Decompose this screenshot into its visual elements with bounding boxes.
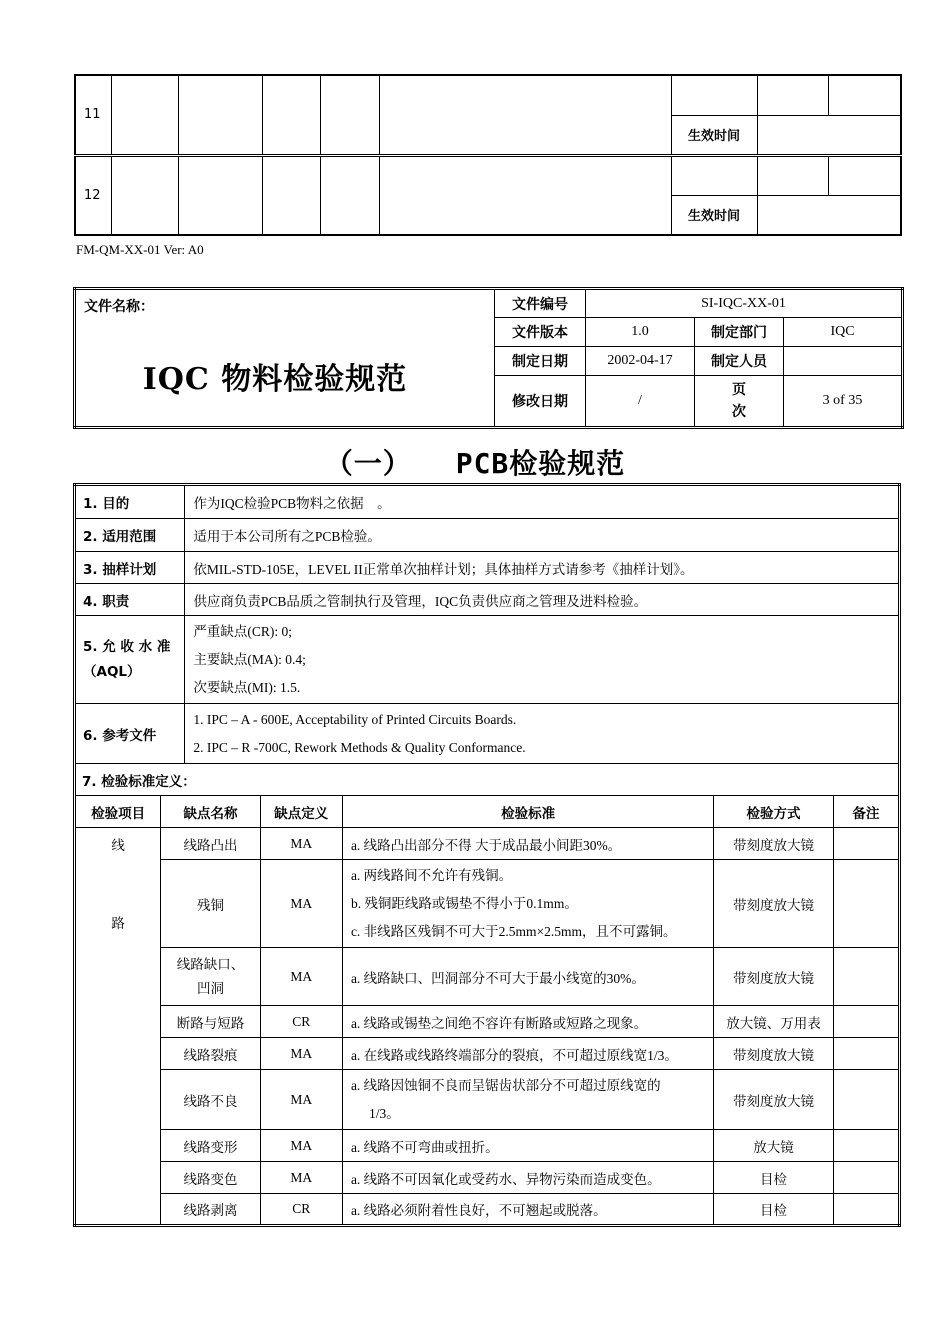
file-name-label: 文件名称： — [84, 299, 154, 315]
row-number: 11 — [75, 75, 111, 155]
table-row: 线路剥离 CR a. 线路必须附着性良好，不可翘起或脱落。 目检 — [75, 1194, 900, 1226]
inspection-spec-table — [73, 483, 901, 1227]
revise-value: / — [586, 376, 695, 428]
table-row: 线路裂痕 MA a. 在线路或线路终端部分的裂痕，不可超过原线宽1/3。 带刻度放大镜 — [75, 1038, 900, 1070]
duty-label: 4. 职责 — [75, 584, 185, 616]
doc-no-label: 文件编号 — [495, 289, 586, 318]
table-row: 线路变形 MA a. 线路不可弯曲或扭折。 放大镜 — [75, 1130, 900, 1162]
date-value: 2002-04-17 — [586, 347, 695, 376]
col-level: 缺点定义 — [260, 796, 342, 828]
table-row — [75, 704, 900, 764]
author-value — [784, 347, 903, 376]
table-row: 断路与短路 CR a. 线路或锡垫之间绝不容许有断路或短路之现象。 放大镜、万用表 — [75, 1006, 900, 1038]
sampling-value: 依MIL-STD-105E，LEVEL II正常单次抽样计划；具体抽样方式请参考《抽样计划》。 — [185, 552, 900, 584]
scope-value: 适用于本公司所有之PCB检验。 — [185, 519, 900, 552]
page-title: IQC 物料检验规范 — [142, 362, 408, 397]
doc-no-value: SI-IQC-XX-01 — [586, 289, 903, 318]
aql-label: 5. 允 收 水 准 （AQL） — [75, 616, 185, 704]
table-row: 线路不良 MA a. 线路因蚀铜不良而呈锯齿状部分不可超过原线宽的 1/3。 带刻度放大镜 — [75, 1070, 900, 1130]
page-value: 3 of 35 — [784, 376, 903, 428]
table-row — [75, 519, 900, 552]
table-row: 线路缺口、 凹洞 MA a. 线路缺口、凹洞部分不可大于最小线宽的30%。 带刻度放大镜 — [75, 948, 900, 1006]
section-title — [0, 442, 950, 482]
file-name-cell — [75, 289, 495, 428]
sampling-label: 3. 抽样计划 — [75, 552, 185, 584]
table-row — [75, 616, 900, 704]
table-row — [75, 764, 900, 796]
col-defect: 缺点名称 — [161, 796, 260, 828]
table-row: 线路变色 MA a. 线路不可因氧化或受药水、异物污染而造成变色。 目检 — [75, 1162, 900, 1194]
col-remark: 备注 — [833, 796, 899, 828]
dept-label: 制定部门 — [695, 318, 784, 347]
version-label: 文件版本 — [495, 318, 586, 347]
effective-time-label: 生效时间 — [671, 115, 757, 155]
page-label: 页 次 — [695, 376, 784, 428]
purpose-label: 1. 目的 — [75, 485, 185, 519]
effective-time-label: 生效时间 — [671, 195, 757, 235]
aql-value: 严重缺点(CR): 0; 主要缺点(MA): 0.4; 次要缺点(MI): 1.5. — [185, 616, 900, 704]
criteria-title: 7. 检验标准定义： — [75, 764, 900, 796]
author-label: 制定人员 — [695, 347, 784, 376]
table-row — [75, 155, 901, 195]
column-header-row — [75, 796, 900, 828]
table-row — [75, 75, 901, 115]
dept-value: IQC — [784, 318, 903, 347]
table-row: 残铜 MA a. 两线路间不允许有残铜。 b. 残铜距线路或锡垫不得小于0.1mm。 c. 非线路区残铜不可大于2.5mm×2.5mm，且不可露铜。 带刻度放大镜 — [75, 860, 900, 948]
date-label: 制定日期 — [495, 347, 586, 376]
category-cell: 线 路 — [75, 828, 161, 1226]
scope-label: 2. 适用范围 — [75, 519, 185, 552]
duty-value: 供应商负责PCB品质之管制执行及管理，IQC负责供应商之管理及进料检验。 — [185, 584, 900, 616]
revision-history-table — [74, 74, 902, 236]
revise-label: 修改日期 — [495, 376, 586, 428]
reference-value: 1. IPC – A - 600E, Acceptability of Printed Circuits Boards. 2. IPC – R -700C, Rework Methods & Quality Conformance. — [185, 704, 900, 764]
version-value: 1.0 — [586, 318, 695, 347]
col-item: 检验项目 — [75, 796, 161, 828]
purpose-value: 作为IQC检验PCB物料之依据 。 — [185, 485, 900, 519]
form-code: FM-QM-XX-01 Ver: A0 — [76, 242, 204, 257]
section-name: PCB检验规范 — [455, 447, 626, 480]
col-method: 检验方式 — [714, 796, 833, 828]
section-number: （一） — [324, 447, 412, 480]
reference-label: 6. 参考文件 — [75, 704, 185, 764]
row-number: 12 — [75, 155, 111, 235]
document-header — [73, 287, 904, 429]
table-row — [75, 552, 900, 584]
table-row: 线 路 线路凸出 MA a. 线路凸出部分不得 大于成品最小间距30%。 带刻度放大镜 — [75, 828, 900, 860]
col-standard: 检验标准 — [342, 796, 713, 828]
table-row — [75, 485, 900, 519]
table-row — [75, 584, 900, 616]
